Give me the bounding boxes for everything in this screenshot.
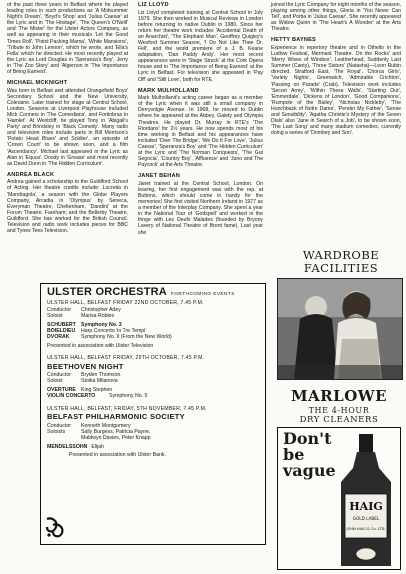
concert-venue: ULSTER HALL, BELFAST FRIDAY, 29TH OCTOBER, 7.45 P.M. [47,355,205,362]
composer: SCHUBERT [47,321,76,328]
soloist-names [81,429,259,442]
work-title: Harp Concerto 'in Tre Tempi' [81,328,147,335]
heading-liz-lloyd: LIZ LLOYD [138,2,169,8]
marlowe-service: DRY CLEANERS [299,415,379,425]
composer: MENDELSSOHN [47,443,88,450]
heading-mark-mulholland: MARK MULHOLLAND [138,87,199,94]
concert-title: BELFAST PHILHARMONIC SOCIETY [47,412,185,422]
orchestra-subtitle: FORTHCOMING EVENTS [170,292,235,297]
work-title: King Stephen [81,386,113,393]
haig-slogan [283,431,336,479]
haig-slogan-line-2: be [283,445,305,464]
conductor-name: Bryden Thomson [81,372,121,379]
wardrobe-facilities-advert [282,249,400,275]
haig-whisky-advert [277,427,401,570]
whisky-bottle-icon [335,434,397,568]
marlowe-hours: THE 4-HOUR [308,406,370,415]
wardrobe-line-2: FACILITIES [303,261,379,275]
couple-photo-icon [278,279,402,379]
composer: OVERTURE [47,386,76,393]
concert-3 [47,406,259,459]
bio-michael-mcknight: Was born in Belfast and attended Orangefield Boys' Secondary School and the New University, Coleraine. Later trained for stage at Central School, London. Seasons at Liverpool Playhouse included Mick Conners in 'The Comedians', and Fortinbras in 'Hamlet'. At Westcliff, he played Tony in 'Abigail's Party' and Brindsley in 'Black Comedy'. Many radio and television roles include parts in Bill Morrison's 'Potato Head Blues' and Soldier', an episode of 'Crown Court' to be shown soon, and a film 'Ascendancy'. Michael last appeared in the Lyric as Alan in 'Equus', Doody in 'Grease' and most recently as David Dunn in 'The Hidden Curriculum'. [7,87,128,167]
haig-slogan-line-1: Don't [283,429,332,448]
ulster-orchestra-logo-icon [44,515,66,539]
soloist-name-line: Sally Burgess, Patricia Payne, [81,428,151,435]
work-title: Elijah [91,443,105,450]
soloist-name: Stoika Milanova [81,378,118,385]
concert-venue: ULSTER HALL, BELFAST FRIDAY 22ND OCTOBER, 7.45 P.M. [47,300,204,307]
marlowe-dry-cleaners-advert [277,388,401,425]
heading-hetty-baynes: HETTY BAYNES [271,37,316,44]
role-label: Conductor [47,372,71,379]
bio-continuation: of the past three years in Belfast where he played leading roles in such productions as 'A Midsummer Night's Dream', 'Boyd's Shop' and 'Julius Caesar' at the Lyric and in 'The Hostage', 'The Queen's O'Neill' and 'The Mister' for the Ulster Actors Company, as well as appearing in their musicals 'Let the Good Times Roll', 'Pistol Packing Mama', 'White Mansions', 'Tribute to John Lennon', which he wrote, and 'Ella's Fella' which he directed. He most recently played at the Lyric as Lord Douglas in 'Speranza's Boy', Jerry in 'The Zoo Story' and 'Algernon in 'The Importance of Being Earnest'. [7,2,128,76]
biography-column-2 [138,2,263,236]
soloist-name: Marisa Robles [81,313,115,320]
composer: DVORAK [47,334,70,341]
sponsor-note: Presented in association with Ulster Television [47,342,154,349]
heading-janet-behan: JANET BEHAN [138,173,180,180]
wardrobe-line-1: WARDROBE [302,248,380,262]
heading-michael-mcknight: MICHAEL MCKNIGHT [7,80,68,87]
haig-slogan-line-3: vague [283,461,336,480]
marlowe-name: MARLOWE [290,387,388,405]
concert-1 [47,300,259,349]
haig-label-sub: GOLD LABEL [352,516,380,521]
conductor-name: Christopher Adey [81,306,121,313]
bio-andrea-black: Andrea gained a scholarship to the Guildford School of Acting. Her theatre credits include: Lucretia in 'Mandragola', a season with the Globe Players Company, Arcadia in 'Olympus' by Seneca, Everyman Theatre, Cheltenham, 'Dandini' at the Forum Theatre, Fareham; and the Bellerby Theatre, Guildford. She has worked for the British Council. Television and radio work includes pieces for BBC and Tynes Tees Television. [7,179,128,235]
role-label: Soloists [47,428,66,435]
role-label: Soloist [47,378,63,385]
heading-andrea-black: ANDREA BLACK [7,171,55,178]
composer: VIOLIN CONCERTO [47,393,96,400]
role-label: Conductor [47,422,71,429]
bio-hetty-baynes: Experience in repertory theatre and in Othello in the Ludlow Festival, Mermaid Theatre. On the Rocks' and 'Merry Wives of Windsor', Leatherhead, Suddenly Last Summer (Canty), 'Three Sisters' (Natasha)—Leon Rubin directed. Stratford East, 'The Royal', 'Chorus Girls', 'Variety Nights', Greenwich, 'Admirable Crichton', 'Passing on Parade' (Crab). Television work includes 'Secret Army', 'Within These Walls', 'Starting Out', 'Emmerdale', 'Dickens of London', 'Good Companions', 'Rumpole of the Bailey', 'Nicholas Nickleby', 'The Hunchback of Notre Dame', 'Pender My Father', 'Sense and Sensibility', 'Agatha Christie's Mystery of the Seven Dials' also 'Jane in Search of a Job', to be shown soon, 'The Last Song' and many stadium comedies, currently doing a series of 'Dombey and Son'. [271,44,401,137]
work-title: Symphony No. 3 [81,321,122,328]
advert-photograph [277,278,403,380]
sponsor-note: Presented in association with Ulster Bank. [69,452,166,459]
bio-mark-mulholland: Mark Mulholland's acting career began as a member of the Lyric when it was still a small company in Derryvolgie Avenue. In 1968, he moved to Dublin where he appeared at the Abbey, Gaiety and Olympia Theatres. He played Dr. Murray in RTE's 'The Riordans' for 2½ years. He now spends most of his time working in Belfast and his appearances have included 'Over The Bridge', 'We Do It For Love', 'Julius Caesar', 'Speranza's Boy' and 'The Hidden Curriculum' at the Lyric and 'The Norman Conquests', 'The Gut Segocia', 'Country Boy', 'Affluence' and 'Juno and The Paycock' at the Arts Theatre. [138,95,263,169]
biography-column-1 [7,2,128,234]
ulster-orchestra-advert [40,283,266,545]
bio-janet-behan-continued: joined the Lyric Company for eight months of the season, playing among other things, Gloria in 'You Never Can Tell', and Portia in 'Julius Caesar'. She recently appeared as Widow Quinn in 'The Heart's A Wonder' at the Arts Theatre. [271,2,401,33]
role-label: Soloist [47,313,63,320]
concert-2 [47,355,259,399]
bio-liz-lloyd: Liz Lloyd completed training at Central School in July 1979. She then worked in Musical Reviews in London before returning to native Dublin in 1980. Since her return her theatre work includes 'Accidental Death of an Anarchist', 'The Elephant Man', Geoffrey Quigley's Wexford Summer Season, 'I Do Not Like Thee Dr. Fell', and the world premiere of a J. B. Keane adaptation, 'Dan Paddy Andy'. Her most recent appearances were in 'Stage Struck' at the Cork Opera house and in 'The Importance of Being Earnest' at the Lyric in Belfast. For television she appeared in 'Pay Off' and 'Still Love', both for RTE. [138,9,263,83]
role-label: Conductor [47,306,71,313]
concert-title: BEETHOVEN NIGHT [47,361,124,371]
haig-label-maker: JOHN HAIG & Co. LTD. [346,527,386,531]
concert-venue: ULSTER HALL, BELFAST, FRIDAY, 5TH NOVEMBER, 7.45 P.M. [47,405,207,412]
composer: BOIELDIEU [47,328,76,335]
work-title: Symphony No. 5 [109,393,148,400]
bio-janet-behan: Janet trained at the Central School, London. On leaving, her first engagement was with the rep. at Buttons, which should come in handy for the memories! She first visited Northern Ireland in 1977 as a member of the Interplay Company. She spent a year in the National Tour of 'Godspell' and worked in the fringe with Les Oeufs Malades (founded by Bryony Lavery of National Theatre of Brent fame). Last year she [138,180,263,236]
biography-column-3 [271,2,401,136]
soloist-name-line: Maldwyn Davies, Peter Knapp [81,435,151,442]
haig-seal-icon [356,548,376,560]
haig-label-brand: HAIG [349,500,383,513]
conductor-name: Kenneth Montgomery [81,422,131,429]
work-title: Symphony No. 9 (From the New World) [81,334,172,341]
orchestra-title: ULSTER ORCHESTRA [47,286,167,298]
